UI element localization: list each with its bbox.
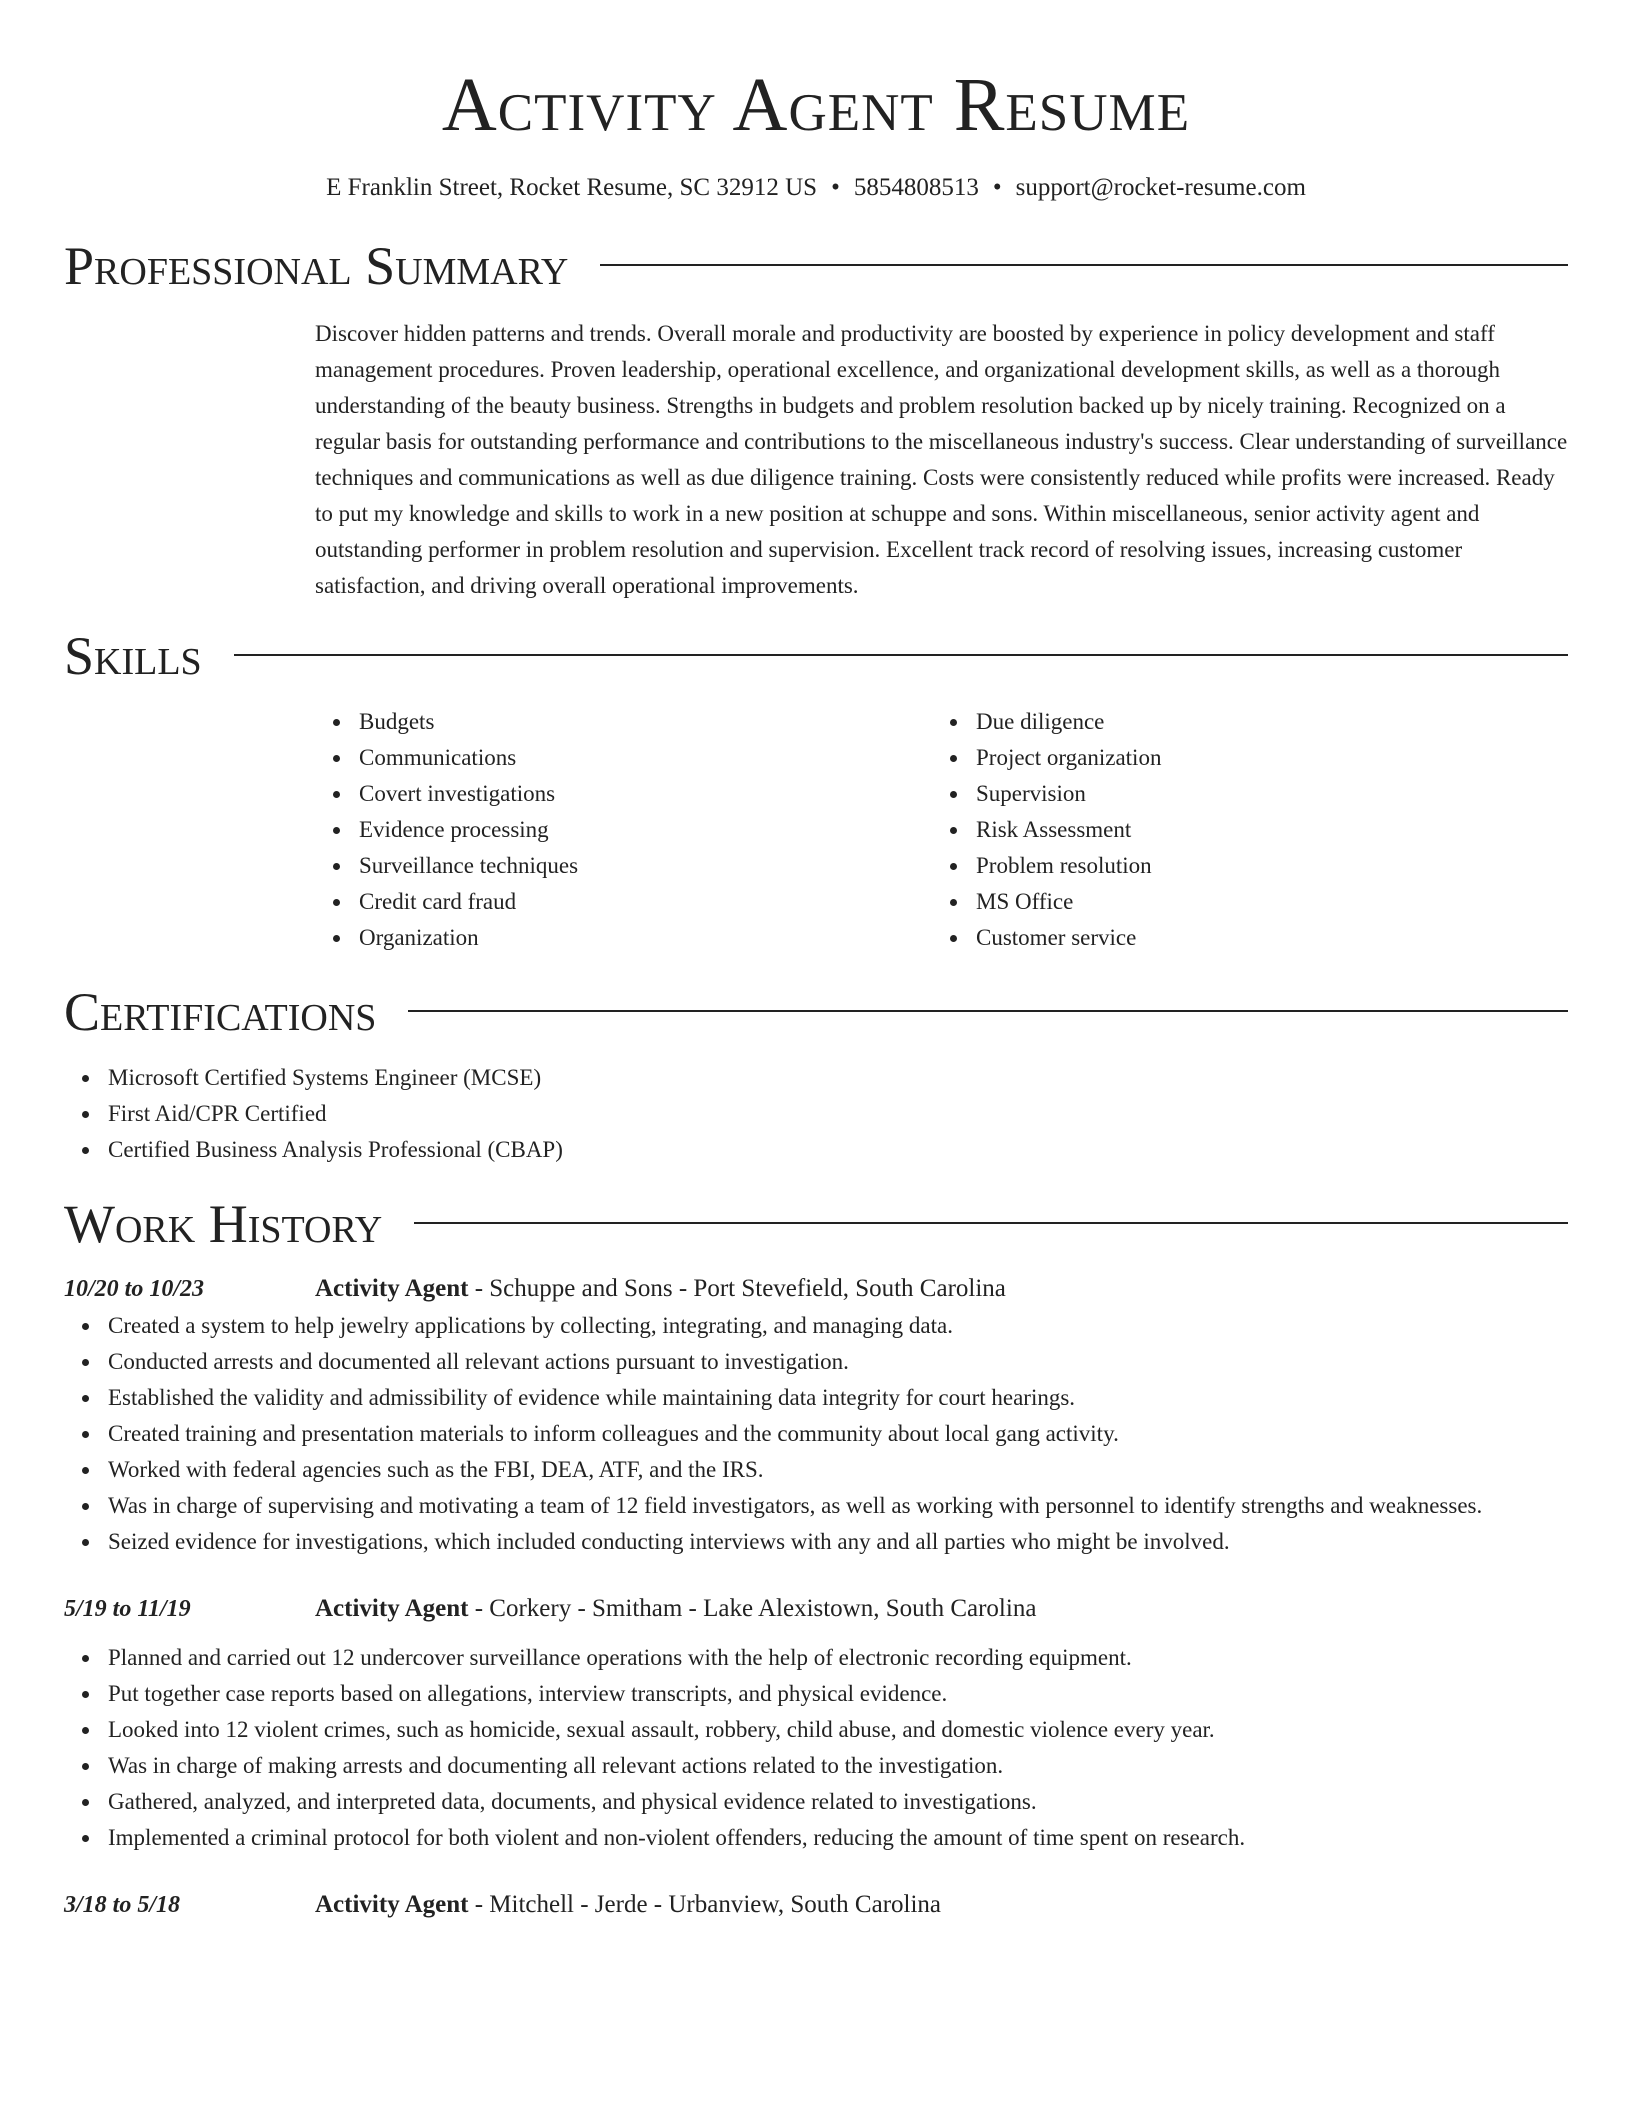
job-heading: [315, 1595, 1036, 1623]
job-bullet: Seized evidence for investigations, which included conducting interviews with any and all parties who might be involved.: [64, 1524, 1568, 1560]
contact-separator: •: [831, 174, 840, 201]
skill-item: Risk Assessment: [932, 812, 1549, 848]
job-dates: 5/19 to 11/19: [64, 1595, 191, 1622]
contact-email: support@rocket-resume.com: [1015, 174, 1306, 201]
job-entry: [64, 1270, 1568, 1560]
job-bullets: [64, 1308, 1568, 1560]
job-bullet: Gathered, analyzed, and interpreted data, documents, and physical evidence related to investigations.: [64, 1784, 1568, 1820]
job-bullet: Put together case reports based on allegations, interview transcripts, and physical evidence.: [64, 1676, 1568, 1712]
job-header: [64, 1886, 1568, 1924]
skills-header: [64, 620, 1568, 692]
skill-item: Project organization: [932, 740, 1549, 776]
work-history-heading: Work History: [64, 1194, 383, 1254]
skill-item: Covert investigations: [315, 776, 932, 812]
skills-left-column: [315, 704, 932, 956]
skill-item: Problem resolution: [932, 848, 1549, 884]
job-bullet: Conducted arrests and documented all relevant actions pursuant to investigation.: [64, 1344, 1568, 1380]
skills-heading: Skills: [64, 626, 202, 686]
job-entry: [64, 1590, 1568, 1856]
certification-item: First Aid/CPR Certified: [64, 1096, 1568, 1132]
job-dates: 3/18 to 5/18: [64, 1891, 181, 1918]
section-divider: [600, 264, 1568, 266]
contact-separator: •: [992, 174, 1002, 201]
summary-header: [64, 230, 1568, 302]
job-bullet: Established the validity and admissibility of evidence while maintaining data integrity for court hearings.: [64, 1380, 1568, 1416]
contact-address: E Franklin Street, Rocket Resume, SC 32912 US: [326, 174, 818, 201]
certifications-heading: Certifications: [64, 982, 377, 1042]
job-bullet: Planned and carried out 12 undercover surveillance operations with the help of electronic recording equipment.: [64, 1640, 1568, 1676]
section-divider: [414, 1222, 1568, 1224]
job-role: Activity Agent: [315, 1891, 469, 1918]
skill-item: Organization: [315, 920, 932, 956]
job-bullet: Created a system to help jewelry applications by collecting, integrating, and managing data.: [64, 1308, 1568, 1344]
job-heading: [315, 1891, 941, 1919]
certifications-section: [64, 976, 1568, 1168]
job-bullet: Worked with federal agencies such as the FBI, DEA, ATF, and the IRS.: [64, 1452, 1568, 1488]
skill-item: MS Office: [932, 884, 1549, 920]
job-role: Activity Agent: [315, 1595, 469, 1622]
skill-item: Surveillance techniques: [315, 848, 932, 884]
section-divider: [234, 654, 1568, 656]
job-bullet: Created training and presentation materials to inform colleagues and the community about local gang activity.: [64, 1416, 1568, 1452]
work-history-header: [64, 1188, 1568, 1260]
section-divider: [408, 1010, 1568, 1012]
job-header: [64, 1270, 1568, 1308]
certification-item: Microsoft Certified Systems Engineer (MCSE): [64, 1060, 1568, 1096]
skill-item: Budgets: [315, 704, 932, 740]
summary-section: [64, 230, 1568, 604]
page-title: Activity Agent Resume: [441, 63, 1191, 147]
job-header: [64, 1590, 1568, 1628]
skill-item: Evidence processing: [315, 812, 932, 848]
skills-right-column: [932, 704, 1549, 956]
skills-section: [64, 620, 1568, 956]
contact-phone: 5854808513: [853, 174, 979, 201]
certification-item: Certified Business Analysis Professional (CBAP): [64, 1132, 1568, 1168]
job-details: - Corkery - Smitham - Lake Alexistown, South Carolina: [468, 1595, 1037, 1622]
certifications-list: [64, 1060, 1568, 1168]
skill-item: Communications: [315, 740, 932, 776]
skill-item: Customer service: [932, 920, 1549, 956]
job-bullet: Looked into 12 violent crimes, such as homicide, sexual assault, robbery, child abuse, and domestic violence every year.: [64, 1712, 1568, 1748]
job-bullet: Was in charge of supervising and motivating a team of 12 field investigators, as well as working with personnel to identify strengths and weaknesses.: [64, 1488, 1568, 1524]
job-bullets: [64, 1640, 1568, 1856]
skill-item: Due diligence: [932, 704, 1549, 740]
job-details: - Mitchell - Jerde - Urbanview, South Carolina: [468, 1891, 942, 1918]
job-dates: 10/20 to 10/23: [64, 1275, 205, 1302]
work-history-section: [64, 1188, 1568, 1924]
skill-item: Credit card fraud: [315, 884, 932, 920]
job-bullet: Implemented a criminal protocol for both violent and non-violent offenders, reducing the amount of time spent on research.: [64, 1820, 1568, 1856]
job-entry: [64, 1886, 1568, 1924]
summary-heading: Professional Summary: [64, 236, 569, 296]
skills-grid: [315, 704, 1568, 956]
summary-text: Discover hidden patterns and trends. Overall morale and productivity are boosted by experience in policy development and staff management procedures. Proven leadership, operational excellence, and organizational development skills, as well as a thorough understanding of the beauty business. Strengths in budgets and problem resolution backed up by nicely training. Recognized on a regular basis for outstanding performance and contributions to the miscellaneous industry's success. Clear understanding of surveillance techniques and communications as well as due diligence training. Costs were consistently reduced while profits were increased. Ready to put my knowledge and skills to work in a new position at schuppe and sons. Within miscellaneous, senior activity agent and outstanding performer in problem resolution and supervision. Excellent track record of resolving issues, increasing customer satisfaction, and driving overall operational improvements.: [315, 321, 1568, 598]
job-role: Activity Agent: [315, 1275, 469, 1302]
job-details: - Schuppe and Sons - Port Stevefield, South Carolina: [468, 1275, 1006, 1302]
contact-line: [64, 170, 1568, 206]
skill-item: Supervision: [932, 776, 1549, 812]
job-bullet: Was in charge of making arrests and documenting all relevant actions related to the investigation.: [64, 1748, 1568, 1784]
certifications-header: [64, 976, 1568, 1048]
job-heading: [315, 1275, 1006, 1303]
resume-page: [64, 0, 1568, 1924]
